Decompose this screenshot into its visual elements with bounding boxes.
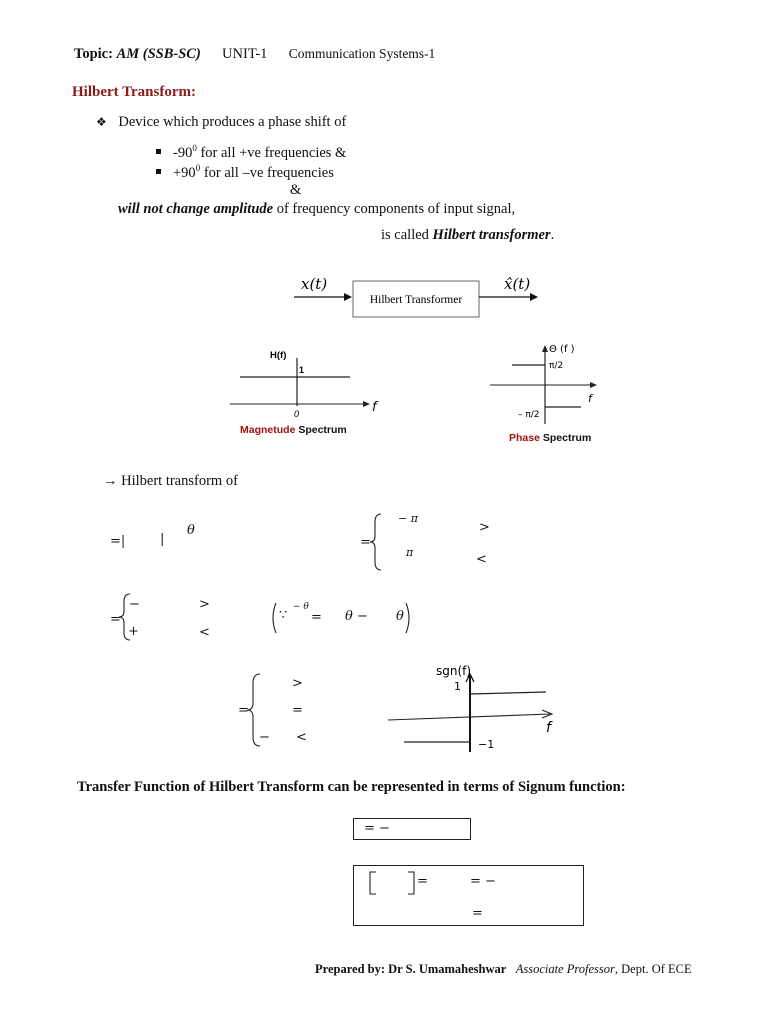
sgn-lower-label: −1 — [478, 738, 495, 751]
frag-eq-4: = — [292, 703, 303, 718]
frag-exp: − θ — [293, 602, 309, 612]
subject-label: Communication Systems-1 — [288, 46, 436, 61]
sub-bullet-positive: $-90^0$ for all +ve frequencies & — [156, 143, 346, 162]
phase-x-arrow-icon — [590, 382, 597, 388]
box2-eq-3: = — [472, 906, 483, 921]
frag-lt-3: < — [296, 730, 307, 745]
frag-eq-case2: = — [110, 612, 121, 627]
frag-abs-bar: | — [160, 532, 165, 547]
frag-gt-1: > — [479, 520, 490, 535]
phase-spectrum-plot — [486, 340, 606, 430]
frag-lt-2: < — [199, 625, 210, 640]
phase-upper-label: π/2 — [549, 361, 564, 371]
equation-box-2 — [353, 865, 584, 926]
mag-x-arrow-icon — [363, 401, 370, 407]
input-arrow-head-icon — [344, 293, 352, 301]
input-signal-label: x(t) — [301, 275, 328, 293]
amplitude-line: will not change amplitude of frequency components of input signal, — [118, 201, 516, 217]
square-bullet-icon — [156, 149, 161, 154]
phase-y-arrow-icon — [542, 345, 548, 352]
ampersand: & — [290, 182, 302, 198]
right-paren-icon — [404, 601, 414, 635]
sgn-x-label: f — [546, 720, 551, 736]
mag-origin-label: 0 — [294, 409, 300, 419]
section-title: Hilbert Transform: — [72, 84, 197, 100]
bullet-intro — [96, 114, 346, 131]
footer-dept: , Dept. Of ECE — [614, 962, 692, 976]
frag-plus: + — [128, 624, 139, 639]
equation-box-1 — [353, 818, 471, 840]
frag-minus: − — [129, 597, 140, 612]
sgn-upper-line — [470, 692, 546, 694]
topic-value: AM (SSB-SC) — [116, 46, 201, 62]
frag-eq-case: = — [360, 535, 371, 550]
hilbert-transform-of: → Hilbert transform of — [103, 473, 238, 489]
frag-theta: θ — [187, 523, 195, 538]
signum-plot — [384, 662, 574, 758]
diamond-bullet-icon: ❖ — [96, 115, 107, 129]
frag-because: ∵ — [279, 608, 288, 623]
transfer-function-line: Transfer Function of Hilbert Transform can be represented in terms of Signum function: — [77, 779, 626, 795]
phase-x-label: f — [588, 392, 592, 405]
footer-prepared: Prepared by: Dr S. Umamaheshwar — [315, 962, 507, 976]
footer — [315, 962, 692, 977]
box2-eq-2: = − — [470, 874, 496, 889]
frag-pi: π — [406, 546, 414, 559]
mag-y-label: H(f) — [270, 350, 287, 361]
frag-minus-2: − — [259, 730, 270, 745]
topic-label: Topic: — [74, 46, 113, 62]
output-signal-label: x̂(t) — [504, 275, 531, 293]
called-line: is called Hilbert transformer. — [381, 227, 555, 243]
left-paren-icon — [268, 601, 278, 635]
phase-y-label: Θ (f ) — [549, 344, 575, 355]
frag-theta-minus: θ − — [345, 609, 368, 624]
phase-lower-label: – π/2 — [518, 410, 540, 420]
mag-level-label: 1 — [299, 365, 305, 375]
frag-lt-1: < — [476, 552, 487, 567]
sgn-y-label: sgn(f) — [436, 664, 472, 678]
frag-gt-3: > — [292, 676, 303, 691]
frag-eq-3: = — [311, 610, 322, 625]
mag-x-label: f — [372, 400, 377, 415]
unit-label: UNIT-1 — [222, 46, 268, 62]
square-bullet-icon — [156, 169, 161, 174]
box-label: Hilbert Transformer — [369, 294, 463, 306]
frag-theta-2: θ — [396, 609, 404, 624]
bracket-icon — [368, 870, 418, 896]
frag-minus-pi: − π — [398, 512, 418, 525]
frag-eq-case3: = — [238, 703, 249, 718]
frag-eq-abs: =| — [110, 534, 126, 549]
frag-gt-2: > — [199, 597, 210, 612]
box2-eq-1: = — [417, 874, 428, 889]
output-arrow-head-icon — [530, 293, 538, 301]
magnitude-caption: Magnetude Spectrum — [240, 424, 347, 436]
box1-eq: = − — [364, 821, 390, 836]
footer-role: Associate Professor — [515, 962, 615, 976]
sgn-upper-label: 1 — [454, 680, 461, 693]
sub-bullet-negative: $+90^0$ for all –ve frequencies — [156, 163, 334, 182]
bullet-intro-text: Device which produces a phase shift of — [118, 114, 347, 130]
topic-line — [74, 46, 435, 63]
brace-icon — [369, 512, 383, 572]
block-diagram — [290, 268, 550, 328]
phase-caption: Phase Spectrum — [509, 432, 592, 444]
magnitude-spectrum-plot — [226, 344, 386, 422]
